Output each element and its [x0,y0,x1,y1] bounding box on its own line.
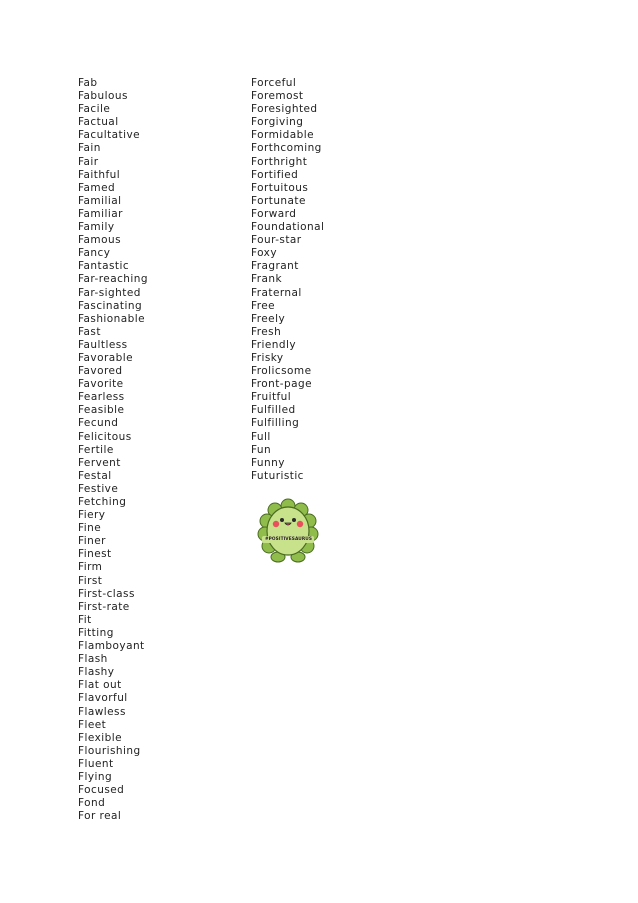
word-item: Frank [251,273,283,286]
word-item: Feasible [78,404,125,417]
word-item: Freely [251,312,286,325]
word-item: Free [251,299,276,312]
word-item: Far-reaching [78,273,148,286]
word-item: Foremost [251,90,304,103]
word-item: Fulfilled [251,404,296,417]
word-item: Fancy [78,247,111,260]
word-item: Four-star [251,234,302,247]
word-item: Fashionable [78,312,146,325]
word-item: Fab [78,77,98,89]
word-item: Facultative [78,129,141,142]
word-item: Formidable [251,129,315,142]
word-item: Focused [78,784,125,797]
word-item: Finer [78,535,106,548]
word-item: Fervent [78,456,121,469]
word-item: Festal [78,469,112,482]
word-list-right [251,77,324,483]
word-item: Favorite [78,378,124,391]
word-item: Flying [78,770,113,783]
word-item: Fain [78,142,101,155]
word-item: For real [78,810,122,823]
word-item: Finest [78,548,112,561]
word-item: Fair [78,155,99,168]
word-item: Fragrant [251,260,299,273]
word-list-left [78,77,148,823]
word-item: Festive [78,482,119,495]
word-item: Fabulous [78,90,128,103]
word-item: Fine [78,522,102,535]
word-item: Fortunate [251,194,306,207]
word-item: Facile [78,103,111,116]
word-item: Firm [78,561,103,574]
word-item: Forthcoming [251,142,322,155]
word-item: Foundational [251,221,325,234]
word-item: Flavorful [78,692,128,705]
word-item: Futuristic [251,469,304,482]
word-item: First-class [78,587,135,600]
word-item: Forgiving [251,116,304,129]
word-item: Famous [78,234,121,247]
word-item: Fetching [78,496,127,508]
word-item: Fleet [78,718,107,731]
word-item: Fast [78,325,101,338]
word-item: Flashy [78,666,115,679]
word-item: Famed [78,181,116,194]
word-item: Frisky [251,351,284,364]
word-item: Factual [78,116,119,129]
word-item: Familiar [78,207,123,220]
word-item: Foxy [251,247,277,260]
word-item: Forthright [251,155,308,168]
word-item: Fraternal [251,286,302,299]
word-item: Fluent [78,757,114,770]
word-item: Far-sighted [78,286,141,299]
word-item: Foresighted [251,103,318,116]
word-item: Funny [251,456,285,469]
turtle-mascot-icon [255,497,321,565]
word-item: Flawless [78,705,126,718]
word-item: Family [78,221,115,234]
word-item: First-rate [78,600,130,613]
word-item: Fruitful [251,391,292,404]
word-item: Forward [251,207,297,220]
word-item: Familial [78,194,122,207]
word-item: Fearless [78,391,125,404]
word-item: Flamboyant [78,640,145,653]
word-item: Fecund [78,417,119,430]
word-item: Fit [78,613,92,626]
word-item: Faithful [78,168,121,181]
word-item: Faultless [78,338,128,351]
word-item: Flash [78,653,108,666]
word-item: Fascinating [78,299,143,312]
word-item: Full [251,430,271,443]
word-item: Forceful [251,77,297,89]
word-item: Friendly [251,338,297,351]
word-item: Fortified [251,168,299,181]
word-item: Fertile [78,443,114,456]
word-item: Flourishing [78,744,141,757]
word-item: Fitting [78,626,114,639]
mascot-tag-text: #POSITIVESAURUS [264,537,313,542]
word-item: Front-page [251,378,313,391]
word-item: Fulfilling [251,417,300,430]
word-item: Fiery [78,509,106,522]
word-item: Felicitous [78,430,132,443]
word-item: Fun [251,443,272,456]
word-item: Fantastic [78,260,130,273]
word-item: Fresh [251,325,282,338]
word-item: Flat out [78,679,122,692]
word-item: Fortuitous [251,181,309,194]
word-item: Fond [78,797,106,810]
word-item: First [78,574,103,587]
word-item: Flexible [78,731,123,744]
word-item: Frolicsome [251,365,312,378]
word-item: Favorable [78,351,133,364]
word-item: Favored [78,365,123,378]
